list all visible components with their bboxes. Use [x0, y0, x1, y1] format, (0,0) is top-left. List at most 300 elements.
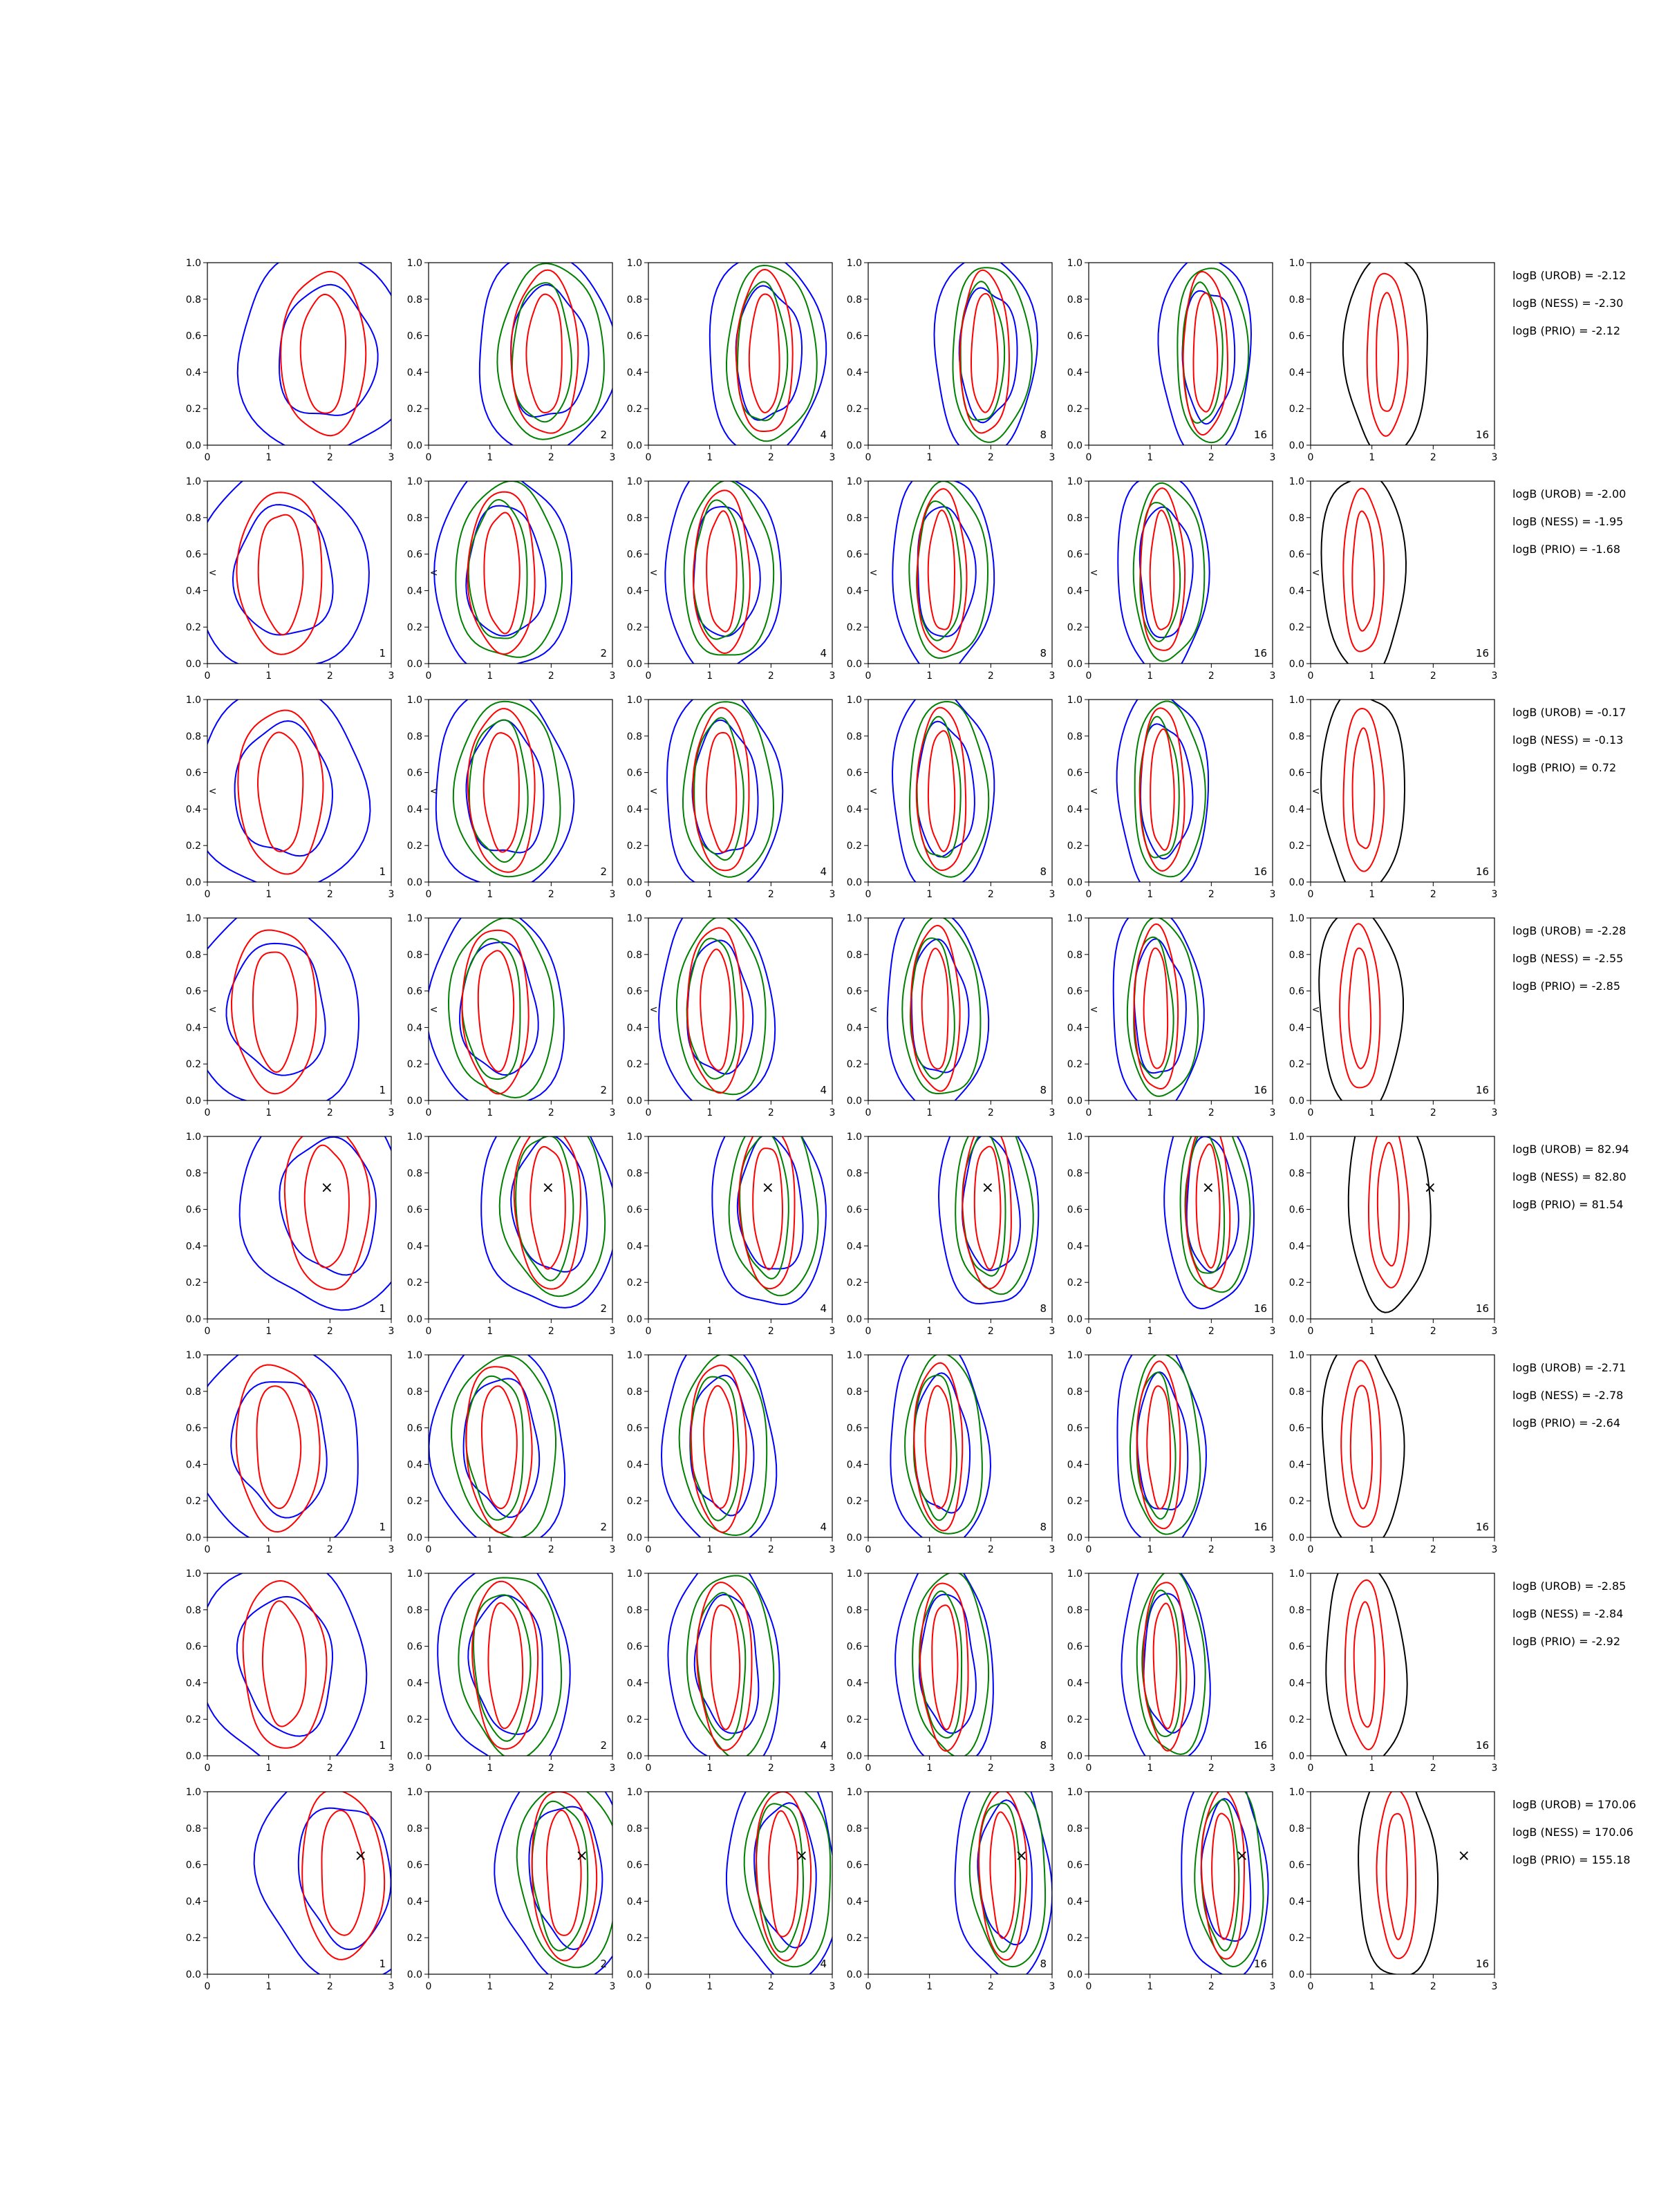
- y-tick-label: 0.6: [626, 1204, 642, 1216]
- logb-stat-r3-1: logB (UROB) = -0.17: [1512, 706, 1627, 719]
- y-tick-label: 0.2: [626, 1059, 642, 1071]
- contours: [1114, 909, 1204, 1109]
- y-tick-label: 0.0: [185, 1969, 201, 1980]
- contour-blue-inner: [1141, 724, 1193, 859]
- x-tick-label: 0: [1085, 1326, 1092, 1337]
- y-tick-label: 1.0: [406, 1350, 422, 1361]
- panel-corner-label: 4: [820, 1739, 827, 1752]
- logb-stat-r6-2: logB (NESS) = -2.78: [1512, 1389, 1624, 1402]
- x-tick-label: 2: [1430, 889, 1436, 900]
- y-tick-label: 0.4: [406, 1241, 422, 1253]
- x-tick-label: 3: [1269, 671, 1276, 682]
- y-tick-label: 0.0: [1067, 440, 1082, 451]
- y-tick-label: 0.0: [1288, 659, 1304, 670]
- left-marker: <: [429, 1004, 438, 1015]
- y-tick-label: 0.8: [185, 1168, 201, 1179]
- x-tick-label: 2: [547, 889, 554, 900]
- x-tick-label: 2: [987, 1326, 994, 1337]
- y-tick-label: 0.0: [185, 1533, 201, 1544]
- x-tick-label: 0: [645, 1544, 652, 1555]
- y-tick-label: 1.0: [185, 476, 201, 487]
- y-tick-label: 1.0: [626, 1787, 642, 1798]
- y-tick-label: 0.0: [406, 1096, 422, 1107]
- x-tick-label: 1: [1147, 1981, 1154, 1992]
- panels: [186, 254, 1498, 1992]
- y-tick-label: 1.0: [406, 695, 422, 706]
- y-tick-label: 0.8: [406, 1386, 422, 1398]
- panel-r1-c2: [407, 254, 616, 463]
- left-marker: <: [869, 1004, 878, 1015]
- y-tick-label: 0.0: [626, 1096, 642, 1107]
- panel-r4-c2: [407, 909, 616, 1118]
- panel-r3-c1: [186, 691, 395, 900]
- panel-corner-label: 4: [820, 1521, 827, 1533]
- contour-red-outer: [236, 1365, 320, 1533]
- contour-red-outer: [1141, 488, 1185, 650]
- x-tick-label: 3: [1049, 1544, 1056, 1555]
- y-tick-label: 0.4: [1288, 1459, 1304, 1471]
- panel-corner-label: 1: [379, 647, 386, 659]
- y-tick-label: 1.0: [406, 913, 422, 924]
- y-tick-label: 1.0: [406, 1568, 422, 1580]
- left-marker: <: [1089, 786, 1098, 797]
- x-tick-label: 2: [547, 671, 554, 682]
- y-tick-label: 0.6: [1067, 1641, 1082, 1653]
- y-tick-label: 0.0: [846, 1533, 862, 1544]
- contours: [494, 1783, 615, 1983]
- y-tick-label: 1.0: [185, 1568, 201, 1580]
- left-marker: <: [1311, 568, 1320, 579]
- contours: [659, 909, 775, 1109]
- panel-r1-c1: [186, 254, 395, 463]
- y-tick-label: 0.0: [846, 1096, 862, 1107]
- contour-red-outer: [243, 1581, 327, 1748]
- y-tick-label: 0.8: [1067, 1168, 1082, 1179]
- x-tick-label: 3: [1269, 1981, 1276, 1992]
- panel-r6-c2: [407, 1346, 616, 1555]
- panel-r2-c4: [847, 474, 1056, 682]
- contour-blue-outer: [205, 909, 359, 1107]
- panel-corner-label: 16: [1253, 1521, 1267, 1533]
- x-tick-label: 2: [767, 1981, 774, 1992]
- contour-green-outer: [910, 702, 988, 877]
- left-marker: <: [1311, 786, 1320, 797]
- y-tick-label: 0.0: [1067, 1969, 1082, 1980]
- panel-r8-c5: [1067, 1783, 1276, 1992]
- left-marker: <: [869, 568, 878, 579]
- left-marker: <: [208, 786, 217, 797]
- y-tick-label: 0.2: [185, 841, 201, 852]
- x-tick-label: 3: [1049, 1763, 1056, 1774]
- contours: [436, 691, 574, 889]
- left-marker: <: [208, 1004, 217, 1015]
- panel-r6-c5: [1067, 1346, 1276, 1555]
- x-tick-label: 2: [1208, 1981, 1215, 1992]
- y-tick-label: 0.6: [1288, 1641, 1304, 1653]
- panel-corner-label: 8: [1040, 429, 1047, 441]
- panel-corner-label: 2: [600, 1958, 607, 1970]
- x-tick-label: 1: [926, 1763, 933, 1774]
- x-tick-label: 1: [1369, 452, 1376, 463]
- x-tick-label: 0: [204, 1763, 211, 1774]
- y-tick-label: 0.2: [626, 1714, 642, 1726]
- y-tick-label: 0.6: [406, 330, 422, 342]
- x-tick-label: 0: [645, 1107, 652, 1118]
- logb-stat-r3-2: logB (NESS) = -0.13: [1512, 733, 1624, 747]
- x-tick-label: 3: [1269, 1326, 1276, 1337]
- contours: [892, 474, 994, 673]
- y-tick-label: 1.0: [626, 695, 642, 706]
- left-marker: <: [649, 1004, 658, 1015]
- contour-red-inner: [704, 1386, 733, 1508]
- y-tick-label: 0.4: [185, 804, 201, 816]
- panel-frame: [1311, 700, 1494, 882]
- x-tick-label: 3: [609, 1763, 616, 1774]
- x-tick-label: 1: [926, 889, 933, 900]
- x-tick-label: 3: [829, 1326, 836, 1337]
- contours: [895, 1564, 993, 1764]
- x-tick-label: 0: [204, 1544, 211, 1555]
- y-tick-label: 0.0: [626, 440, 642, 451]
- contour-red-inner: [749, 294, 780, 413]
- x-tick-label: 1: [706, 452, 713, 463]
- contours: [890, 1346, 991, 1546]
- panel-corner-label: 4: [820, 429, 827, 441]
- y-tick-label: 0.8: [185, 294, 201, 306]
- y-tick-label: 0.0: [846, 440, 862, 451]
- left-marker: <: [649, 786, 658, 797]
- x-tick-label: 0: [204, 671, 211, 682]
- y-tick-label: 0.6: [846, 1423, 862, 1434]
- x-tick-label: 1: [487, 889, 494, 900]
- panel-corner-label: 4: [820, 1958, 827, 1970]
- contour-red-inner: [305, 1145, 349, 1268]
- panel-corner-label: 16: [1475, 429, 1489, 441]
- y-tick-label: 0.0: [1288, 877, 1304, 888]
- y-tick-label: 0.0: [185, 1314, 201, 1325]
- y-tick-label: 0.4: [1067, 1678, 1082, 1689]
- y-tick-label: 0.4: [1288, 1896, 1304, 1908]
- contour-red-inner: [1387, 1814, 1407, 1940]
- x-tick-label: 3: [1269, 889, 1276, 900]
- y-tick-label: 0.0: [185, 440, 201, 451]
- y-tick-label: 1.0: [626, 258, 642, 269]
- x-tick-label: 1: [706, 1981, 713, 1992]
- y-tick-label: 0.0: [185, 1096, 201, 1107]
- x-tick-label: 3: [1491, 1326, 1498, 1337]
- x-tick-label: 2: [987, 889, 994, 900]
- contours: [712, 1127, 826, 1304]
- panel-r4-c1: [186, 909, 395, 1118]
- x-tick-label: 3: [1049, 452, 1056, 463]
- y-tick-label: 0.4: [406, 1022, 422, 1034]
- contour-red-outer: [1140, 708, 1185, 871]
- y-tick-label: 0.0: [626, 1751, 642, 1762]
- y-tick-label: 0.8: [626, 1823, 642, 1835]
- y-tick-label: 0.4: [185, 1459, 201, 1471]
- contour-red-inner: [547, 1810, 581, 1936]
- x-tick-label: 0: [645, 452, 652, 463]
- y-tick-label: 0.4: [1067, 585, 1082, 597]
- y-tick-label: 1.0: [846, 695, 862, 706]
- panel-corner-label: 8: [1040, 1084, 1047, 1096]
- contour-red-inner: [1150, 729, 1174, 850]
- y-tick-label: 0.6: [626, 1423, 642, 1434]
- y-tick-label: 0.6: [626, 1859, 642, 1871]
- x-tick-label: 2: [1430, 1107, 1436, 1118]
- contours: [955, 1783, 1053, 1981]
- y-tick-label: 0.6: [1288, 330, 1304, 342]
- y-tick-label: 0.8: [1067, 294, 1082, 306]
- contour-blue-inner: [914, 1373, 970, 1512]
- y-tick-label: 0.8: [185, 1386, 201, 1398]
- logb-stat-r5-3: logB (PRIO) = 81.54: [1512, 1198, 1624, 1211]
- x-tick-label: 0: [1307, 1763, 1314, 1774]
- y-tick-label: 0.6: [185, 986, 201, 997]
- x-tick-label: 0: [1085, 1981, 1092, 1992]
- x-tick-label: 1: [1147, 889, 1154, 900]
- y-tick-label: 0.2: [846, 404, 862, 415]
- y-tick-label: 0.4: [846, 1459, 862, 1471]
- panel-frame: [1089, 1792, 1273, 1974]
- x-tick-label: 1: [1369, 1544, 1376, 1555]
- y-tick-label: 0.0: [1067, 659, 1082, 670]
- x-tick-label: 1: [1147, 1544, 1154, 1555]
- panel-r4-c5: [1067, 909, 1276, 1118]
- panel-r1-c4: [847, 255, 1056, 463]
- contour-blue-inner: [1183, 291, 1235, 424]
- x-tick-label: 3: [829, 1544, 836, 1555]
- contour-blue-outer: [205, 1564, 367, 1765]
- y-tick-label: 0.8: [1288, 1168, 1304, 1179]
- x-tick-label: 2: [1208, 671, 1215, 682]
- y-tick-label: 0.4: [1288, 1241, 1304, 1253]
- x-tick-label: 2: [547, 1107, 554, 1118]
- y-tick-label: 1.0: [1288, 1787, 1304, 1798]
- contour-red-outer: [911, 926, 960, 1091]
- y-tick-label: 0.8: [846, 1604, 862, 1616]
- x-tick-label: 2: [326, 1763, 333, 1774]
- x-tick-label: 2: [1430, 1981, 1436, 1992]
- y-tick-label: 0.8: [846, 1168, 862, 1179]
- y-tick-label: 0.4: [185, 585, 201, 597]
- panel-r3-c2: [407, 691, 616, 900]
- y-tick-label: 0.0: [1288, 440, 1304, 451]
- contour-red-inner: [1353, 728, 1375, 848]
- true-value-marker: ×: [1423, 1179, 1437, 1197]
- y-tick-label: 0.2: [406, 404, 422, 415]
- y-tick-label: 0.8: [1067, 1386, 1082, 1398]
- x-tick-label: 1: [926, 1981, 933, 1992]
- contour-green-inner: [756, 1803, 803, 1952]
- x-tick-label: 3: [388, 452, 395, 463]
- y-tick-label: 0.4: [1067, 1022, 1082, 1034]
- contour-red-inner: [1352, 512, 1374, 631]
- x-tick-label: 0: [645, 1326, 652, 1337]
- contour-blue-outer: [1164, 1127, 1254, 1309]
- y-tick-label: 0.0: [846, 877, 862, 888]
- x-tick-label: 0: [865, 1326, 872, 1337]
- x-tick-label: 2: [1208, 1326, 1215, 1337]
- y-tick-label: 0.2: [846, 1277, 862, 1289]
- y-tick-label: 0.8: [626, 294, 642, 306]
- y-tick-label: 0.6: [1067, 1204, 1082, 1216]
- panel-r6-c6: [1289, 1346, 1498, 1555]
- x-tick-label: 1: [265, 1326, 272, 1337]
- panel-corner-label: 1: [379, 1958, 386, 1970]
- logb-stat-r7-2: logB (NESS) = -2.84: [1512, 1607, 1624, 1620]
- y-tick-label: 0.8: [1288, 1823, 1304, 1835]
- x-tick-label: 2: [1208, 452, 1215, 463]
- contour-red-inner: [478, 950, 514, 1071]
- true-value-marker: ×: [761, 1179, 775, 1197]
- contour-green-inner: [979, 1803, 1020, 1952]
- panel-r6-c4: [847, 1346, 1056, 1555]
- x-tick-label: 2: [767, 1544, 774, 1555]
- y-tick-label: 0.2: [1067, 1933, 1082, 1944]
- y-tick-label: 0.6: [1067, 549, 1082, 561]
- contours: [665, 472, 781, 673]
- contour-red-outer: [693, 708, 749, 870]
- x-tick-label: 0: [1085, 889, 1092, 900]
- y-tick-label: 0.8: [185, 1823, 201, 1835]
- y-tick-label: 0.8: [185, 1604, 201, 1616]
- y-tick-label: 0.0: [846, 659, 862, 670]
- y-tick-label: 0.2: [406, 622, 422, 634]
- y-tick-label: 0.6: [1288, 1423, 1304, 1434]
- x-tick-label: 2: [326, 452, 333, 463]
- panel-corner-label: 2: [600, 1739, 607, 1752]
- x-tick-label: 1: [1147, 452, 1154, 463]
- y-tick-label: 0.8: [626, 1386, 642, 1398]
- x-tick-label: 3: [829, 1107, 836, 1118]
- contour-red-outer: [697, 1582, 751, 1750]
- x-tick-label: 3: [609, 1981, 616, 1992]
- panel-corner-label: 8: [1040, 1739, 1047, 1752]
- x-tick-label: 0: [425, 1544, 432, 1555]
- y-tick-label: 0.8: [846, 731, 862, 742]
- contour-blue-outer: [429, 1346, 565, 1546]
- contour-blue-inner: [237, 1597, 332, 1736]
- panel-frame: [1311, 1573, 1494, 1756]
- x-tick-label: 1: [926, 1544, 933, 1555]
- logb-stat-r8-2: logB (NESS) = 170.06: [1512, 1826, 1633, 1839]
- x-tick-label: 0: [1085, 1107, 1092, 1118]
- contours: [205, 909, 359, 1107]
- left-marker: <: [429, 568, 438, 579]
- x-tick-label: 0: [1307, 1981, 1314, 1992]
- logb-stat-r1-2: logB (NESS) = -2.30: [1512, 297, 1624, 310]
- x-tick-label: 2: [547, 1544, 554, 1555]
- contour-green-outer: [1194, 1783, 1263, 1967]
- contour-red-inner: [1378, 1143, 1399, 1266]
- contour-red-inner: [1349, 948, 1371, 1069]
- y-tick-label: 0.4: [406, 1678, 422, 1689]
- contour-red-inner: [928, 510, 955, 630]
- x-tick-label: 1: [265, 1763, 272, 1774]
- x-tick-label: 2: [1430, 1763, 1436, 1774]
- y-tick-label: 0.0: [406, 1751, 422, 1762]
- x-tick-label: 3: [1269, 1107, 1276, 1118]
- contour-blue-inner: [690, 1376, 753, 1516]
- x-tick-label: 1: [1147, 1763, 1154, 1774]
- y-tick-label: 0.0: [185, 877, 201, 888]
- panel-corner-label: 16: [1253, 1084, 1267, 1096]
- x-tick-label: 0: [425, 671, 432, 682]
- y-tick-label: 0.6: [185, 767, 201, 779]
- logb-stat-r5-2: logB (NESS) = 82.80: [1512, 1170, 1627, 1183]
- panel-r1-c3: [627, 255, 836, 463]
- x-tick-label: 1: [1147, 671, 1154, 682]
- y-tick-label: 0.0: [406, 1533, 422, 1544]
- y-tick-label: 0.8: [406, 512, 422, 524]
- y-tick-label: 1.0: [1288, 476, 1304, 487]
- y-tick-label: 0.0: [1067, 1096, 1082, 1107]
- true-value-marker: ×: [354, 1847, 367, 1865]
- logb-stat-r4-1: logB (UROB) = -2.28: [1512, 924, 1627, 937]
- contours: [240, 1127, 395, 1311]
- panel-corner-label: 1: [379, 1084, 386, 1096]
- x-tick-label: 1: [487, 1107, 494, 1118]
- panel-r3-c3: [627, 691, 836, 900]
- y-tick-label: 0.0: [626, 877, 642, 888]
- panel-r4-c3: [627, 909, 836, 1118]
- panel-frame: [1311, 481, 1494, 664]
- panel-frame: [1311, 1355, 1494, 1537]
- x-tick-label: 3: [388, 1544, 395, 1555]
- y-tick-label: 1.0: [406, 1787, 422, 1798]
- x-tick-label: 1: [926, 452, 933, 463]
- x-tick-label: 1: [265, 671, 272, 682]
- true-value-marker: ×: [1457, 1847, 1470, 1865]
- y-tick-label: 0.2: [1067, 1496, 1082, 1508]
- contours: [1349, 1127, 1431, 1313]
- contour-red-inner: [753, 1148, 782, 1269]
- x-tick-label: 1: [265, 1981, 272, 1992]
- contour-red-inner: [1154, 1604, 1177, 1729]
- true-value-marker: ×: [1015, 1847, 1028, 1865]
- contour-blue-inner: [279, 1137, 376, 1275]
- true-value-marker: ×: [795, 1847, 808, 1865]
- contour-black-outer: [1322, 475, 1407, 673]
- y-tick-label: 0.2: [185, 1933, 201, 1944]
- y-tick-label: 1.0: [626, 1132, 642, 1143]
- y-tick-label: 0.8: [406, 294, 422, 306]
- y-tick-label: 1.0: [185, 1132, 201, 1143]
- panel-corner-label: 16: [1475, 865, 1489, 878]
- y-tick-label: 0.6: [1067, 767, 1082, 779]
- contour-red-inner: [971, 294, 998, 413]
- contours: [1322, 1346, 1405, 1546]
- x-tick-label: 0: [425, 452, 432, 463]
- y-tick-label: 1.0: [1288, 1132, 1304, 1143]
- contour-red-inner: [932, 1605, 957, 1730]
- contours: [662, 1346, 776, 1546]
- y-tick-label: 0.0: [846, 1969, 862, 1980]
- true-value-marker: ×: [1201, 1179, 1215, 1197]
- y-tick-label: 0.4: [185, 367, 201, 379]
- y-tick-label: 1.0: [626, 476, 642, 487]
- panel-corner-label: 8: [1040, 865, 1047, 878]
- panel-r8-c6: [1289, 1783, 1498, 1992]
- contour-blue-outer: [494, 1783, 615, 1983]
- contour-red-inner: [1147, 1386, 1170, 1509]
- y-tick-label: 0.4: [1288, 1022, 1304, 1034]
- x-tick-label: 0: [1307, 889, 1314, 900]
- y-tick-label: 1.0: [846, 1132, 862, 1143]
- x-tick-label: 3: [1491, 452, 1498, 463]
- y-tick-label: 0.6: [846, 767, 862, 779]
